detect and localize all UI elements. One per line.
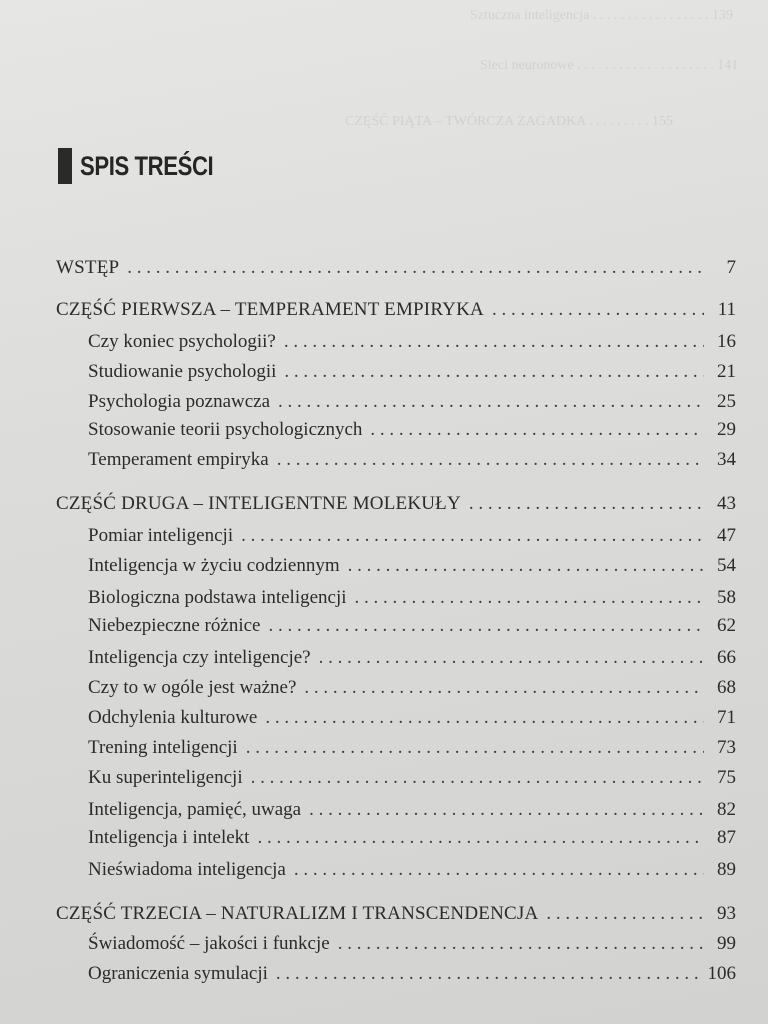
dot-leader: [294, 858, 704, 882]
toc-chapter-entry: [88, 766, 736, 790]
dot-leader: [265, 706, 704, 730]
toc-entry-title: Niebezpieczne różnice: [88, 615, 261, 636]
toc-entry-title: Psychologia poznawcza: [88, 391, 271, 412]
toc-entry-title: Świadomość – jakości i funkcje: [88, 933, 330, 954]
dot-leader: [492, 298, 704, 322]
toc-entry-page: 99: [717, 933, 736, 954]
dot-leader: [276, 962, 704, 986]
dot-leader: [251, 766, 704, 790]
toc-entry-title: Inteligencja, pamięć, uwaga: [88, 799, 302, 820]
toc-chapter-entry: [88, 676, 736, 700]
dot-leader: [355, 586, 704, 610]
toc-chapter-entry: [88, 360, 736, 384]
toc-chapter-entry: [88, 524, 736, 548]
toc-entry-title: Inteligencja w życiu codziennym: [88, 555, 340, 576]
toc-entry-title: Pomiar inteligencji: [88, 525, 234, 546]
dot-leader: [309, 798, 704, 822]
toc-entry-page: 62: [717, 615, 736, 636]
dot-leader: [370, 418, 704, 442]
dot-leader: [268, 614, 704, 638]
toc-entry-title: CZĘŚĆ DRUGA – INTELIGENTNE MOLEKUŁY: [56, 493, 461, 514]
toc-entry-title: CZĘŚĆ TRZECIA – NATURALIZM I TRANSCENDENCJA: [56, 903, 539, 924]
toc-part-entry: [56, 492, 736, 516]
dot-leader: [278, 390, 704, 414]
toc-entry-page: 87: [717, 827, 736, 848]
ghost-line-1: Sztuczna inteligencja . . . . . . . . . . . . . . . . . 139: [470, 8, 733, 23]
toc-entry-page: 7: [726, 257, 736, 278]
toc-entry-page: 25: [717, 391, 736, 412]
toc-entry-title: Czy to w ogóle jest ważne?: [88, 677, 297, 698]
toc-chapter-entry: [88, 646, 736, 670]
toc-chapter-entry: [88, 736, 736, 760]
dot-leader: [127, 256, 704, 280]
ghost-line-3: CZĘŚĆ PIĄTA – TWÓRCZA ZAGADKA . . . . . . . . . 155: [345, 114, 674, 129]
toc-entry-title: Trening inteligencji: [88, 737, 238, 758]
toc-chapter-entry: [88, 826, 736, 850]
toc-entry-page: 43: [717, 493, 736, 514]
toc-chapter-entry: [88, 390, 736, 414]
dot-leader: [338, 932, 704, 956]
dot-leader: [546, 902, 704, 926]
toc-part-entry: [56, 256, 736, 280]
toc-entry-title: Inteligencja i intelekt: [88, 827, 250, 848]
toc-entry-page: 89: [717, 859, 736, 880]
toc-entry-page: 75: [717, 767, 736, 788]
toc-entry-page: 66: [717, 647, 736, 668]
dot-leader: [257, 826, 704, 850]
toc-entry-page: 58: [717, 587, 736, 608]
toc-entry-title: WSTĘP: [56, 257, 120, 278]
toc-entry-title: Ku superinteligencji: [88, 767, 243, 788]
toc-entry-page: 73: [717, 737, 736, 758]
toc-entry-page: 71: [717, 707, 736, 728]
dot-leader: [277, 448, 704, 472]
toc-entry-page: 47: [717, 525, 736, 546]
dot-leader: [348, 554, 704, 578]
toc-entry-page: 54: [717, 555, 736, 576]
toc-entry-page: 16: [717, 331, 736, 352]
toc-entry-title: CZĘŚĆ PIERWSZA – TEMPERAMENT EMPIRYKA: [56, 299, 484, 320]
toc-chapter-entry: [88, 586, 736, 610]
toc-entry-title: Odchylenia kulturowe: [88, 707, 258, 728]
toc-chapter-entry: [88, 448, 736, 472]
toc-entry-title: Stosowanie teorii psychologicznych: [88, 419, 363, 440]
toc-entry-page: 82: [717, 799, 736, 820]
toc-part-entry: [56, 902, 736, 926]
dot-leader: [284, 330, 704, 354]
dot-leader: [284, 360, 704, 384]
toc-part-entry: [56, 298, 736, 322]
toc-chapter-entry: [88, 962, 736, 986]
toc-entry-page: 29: [717, 419, 736, 440]
ghost-line-2: Sieci neuronowe . . . . . . . . . . . . . . . . . . . . 141: [480, 58, 739, 73]
toc-chapter-entry: [88, 614, 736, 638]
toc-entry-title: Nieświadoma inteligencja: [88, 859, 286, 880]
toc-chapter-entry: [88, 418, 736, 442]
toc-chapter-entry: [88, 554, 736, 578]
toc-entry-page: 34: [717, 449, 736, 470]
toc-entry-page: 68: [717, 677, 736, 698]
toc-entry-title: Studiowanie psychologii: [88, 361, 277, 382]
toc-entry-title: Inteligencja czy inteligencje?: [88, 647, 311, 668]
dot-leader: [469, 492, 704, 516]
page-title: SPIS TREŚCI: [80, 150, 214, 181]
toc-chapter-entry: [88, 798, 736, 822]
toc-entry-page: 106: [707, 963, 736, 984]
dot-leader: [246, 736, 704, 760]
toc-entry-title: Czy koniec psychologii?: [88, 331, 276, 352]
toc-entry-page: 21: [717, 361, 736, 382]
toc-entry-page: 11: [717, 299, 736, 320]
toc-entry-title: Ograniczenia symulacji: [88, 963, 268, 984]
toc-entry-title: Temperament empiryka: [88, 449, 269, 470]
dot-leader: [319, 646, 704, 670]
toc-entry-page: 93: [717, 903, 736, 924]
dot-leader: [304, 676, 704, 700]
toc-chapter-entry: [88, 330, 736, 354]
dot-leader: [241, 524, 704, 548]
toc-entry-title: Biologiczna podstawa inteligencji: [88, 587, 347, 608]
toc-chapter-entry: [88, 706, 736, 730]
toc-chapter-entry: [88, 858, 736, 882]
toc-chapter-entry: [88, 932, 736, 956]
